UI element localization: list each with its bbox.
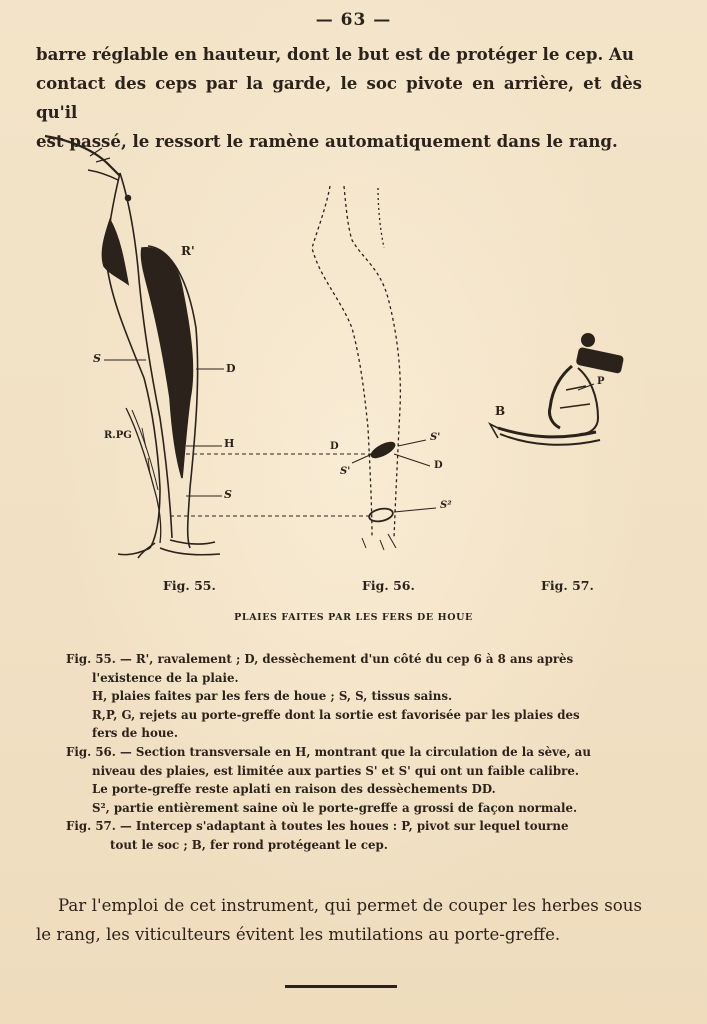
- text-paragraph: Par l'emploi de cet instrument, qui permet de couper les herbes sous le rang, les viticulteurs évitent les mutilations au porte-greffe.: [36, 896, 642, 944]
- legend-line: R,P, G, rejets au porte-greffe dont la sortie est favorisée par les plaies des: [92, 707, 580, 722]
- bottom-paragraph: [36, 891, 642, 949]
- legend-line: S², partie entièrement saine où le porte-greffe a grossi de façon normale.: [92, 800, 578, 815]
- label-d-left: D: [330, 441, 339, 452]
- legend-line: fers de houe.: [92, 726, 179, 741]
- label-s1-right: S': [430, 432, 441, 443]
- fig-56-drawing: [312, 186, 436, 550]
- label-rpg: R.PG: [104, 430, 132, 441]
- label-h: H: [224, 437, 235, 450]
- text-line: contact des ceps par la garde, le soc pivote en arrière, et dès qu'il: [36, 73, 642, 122]
- label-r1: R': [181, 244, 195, 258]
- label-s-low: S: [224, 488, 232, 501]
- label-s2: S²: [440, 500, 452, 511]
- label-p: P: [597, 376, 605, 387]
- legend-line: l'existence de la plaie.: [92, 670, 239, 685]
- figures-drawing: [0, 128, 707, 578]
- page-number: — 63 —: [315, 10, 392, 30]
- plate-title: PLAIES FAITES PAR LES FERS DE HOUE: [234, 612, 473, 623]
- label-b: B: [495, 404, 506, 418]
- caption-fig-57: Fig. 57.: [541, 578, 594, 593]
- figures-plate: [0, 128, 707, 608]
- label-d: D: [226, 362, 236, 375]
- legend-line: Le porte-greffe reste aplati en raison des dessèchements DD.: [92, 782, 496, 797]
- legend-line: Fig. 55. — R', ravalement ; D, dessèchement d'un côté du cep 6 à 8 ans après: [66, 652, 574, 666]
- label-s1-left: S': [340, 466, 351, 477]
- caption-fig-56: Fig. 56.: [362, 578, 415, 593]
- legend-line: niveau des plaies, est limitée aux parties S' et S' qui ont un faible calibre.: [92, 763, 579, 778]
- text-line: barre réglable en hauteur, dont le but est de protéger le cep. Au: [36, 44, 634, 64]
- figure-legend: [66, 650, 614, 855]
- caption-fig-55: Fig. 55.: [163, 578, 216, 593]
- label-d-right: D: [434, 460, 443, 471]
- fig-57-drawing: [490, 334, 623, 445]
- end-rule: [285, 985, 397, 988]
- fig-55-drawing: [45, 136, 372, 558]
- legend-line: H, plaies faites par les fers de houe ; S, S, tissus sains.: [92, 689, 453, 704]
- legend-line: Fig. 56. — Section transversale en H, montrant que la circulation de la sève, au: [66, 744, 591, 759]
- legend-line: tout le soc ; B, fer rond protégeant le cep.: [110, 837, 388, 852]
- legend-line: Fig. 57. — Intercep s'adaptant à toutes les houes : P, pivot sur lequel tourne: [66, 819, 569, 834]
- label-s-left: S: [93, 352, 101, 365]
- text-line: est passé, le ressort le ramène automatiquement dans le rang.: [36, 131, 618, 151]
